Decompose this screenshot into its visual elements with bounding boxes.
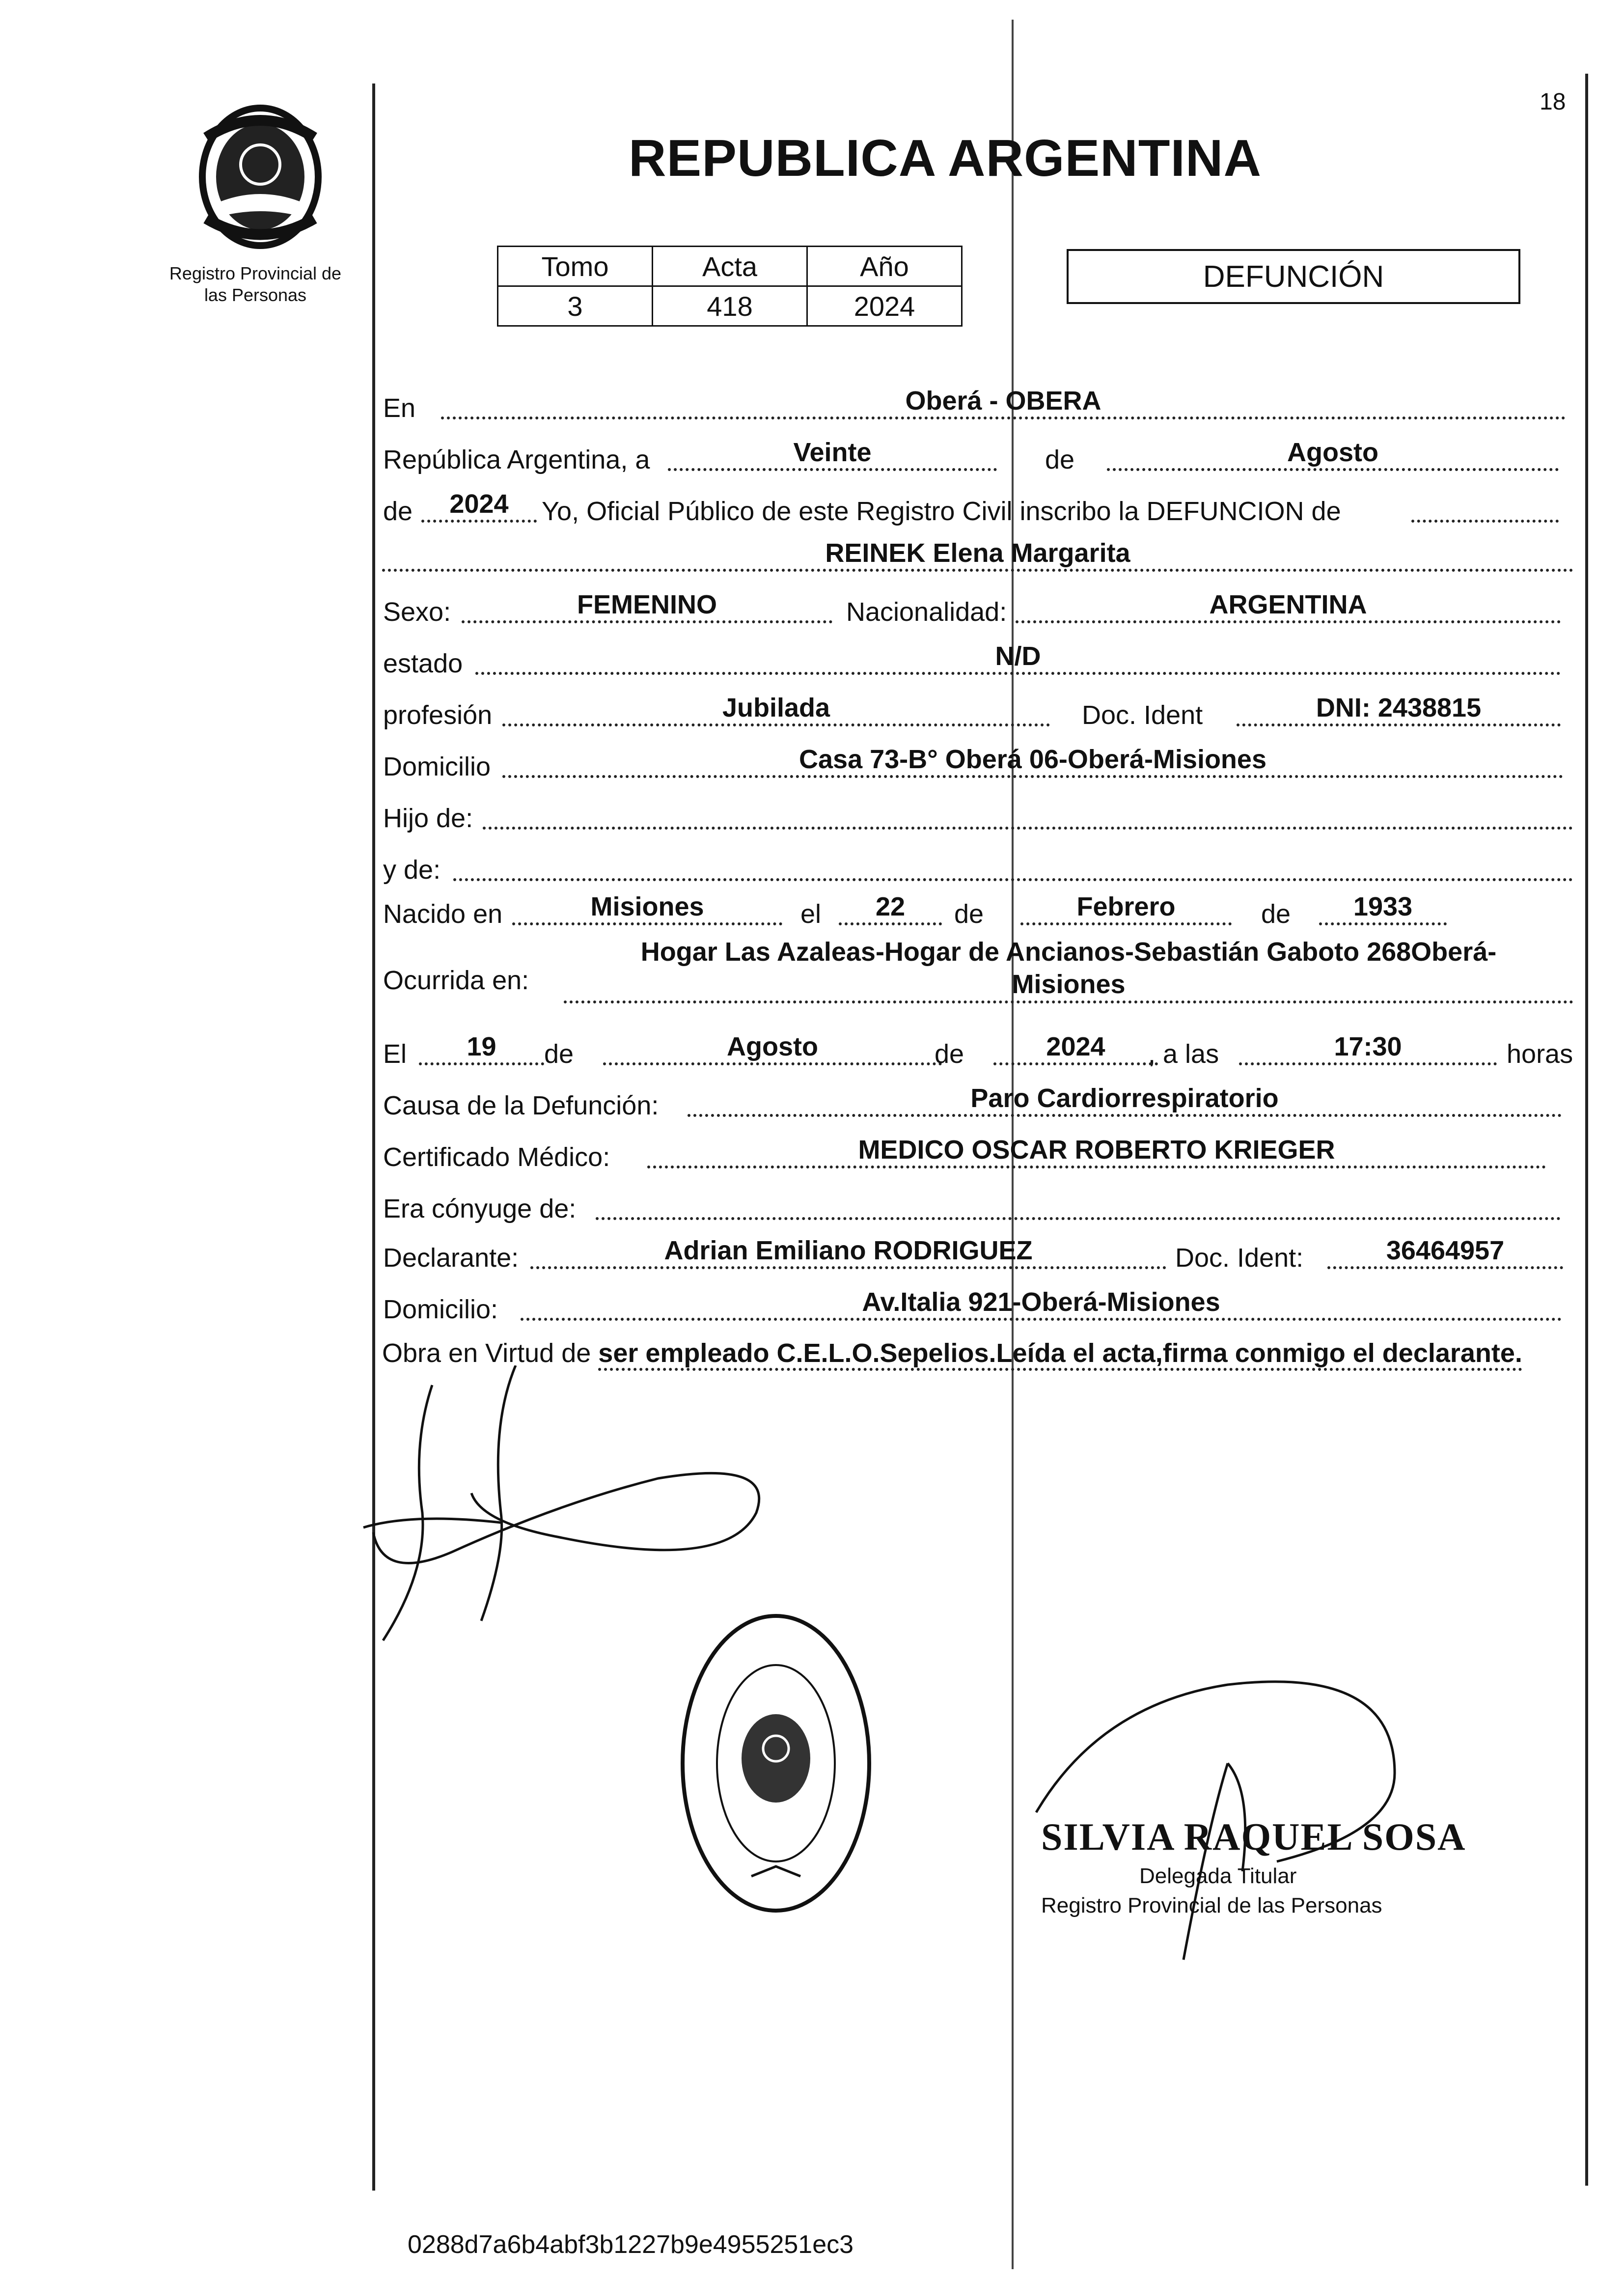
label-ocurrida-en: Ocurrida en: bbox=[383, 966, 529, 995]
label-nacionalidad: Nacionalidad: bbox=[846, 597, 1007, 627]
label-de-death: de bbox=[544, 1039, 574, 1069]
place-value: Oberá - OBERA bbox=[441, 385, 1566, 419]
table-header-row bbox=[498, 247, 962, 286]
org-name-line2: las Personas bbox=[204, 285, 307, 305]
row-declarant-address bbox=[382, 1279, 1573, 1327]
label-hijo-de: Hijo de: bbox=[383, 804, 473, 833]
address-value: Casa 73-B° Oberá 06-Oberá-Misiones bbox=[502, 744, 1563, 778]
label-sexo: Sexo: bbox=[383, 597, 451, 627]
nationality-value: ARGENTINA bbox=[1016, 589, 1561, 623]
right-margin-line bbox=[1585, 74, 1588, 2186]
label-yo-oficial: Yo, Oficial Público de este Registro Civil inscribo la DEFUNCION de bbox=[542, 497, 1341, 526]
death-day-value: 19 bbox=[419, 1031, 544, 1065]
year-value: 2024 bbox=[421, 488, 537, 523]
label-declarante: Declarante: bbox=[383, 1243, 519, 1273]
day-words-value: Veinte bbox=[668, 437, 997, 471]
declarant-address-value: Av.Italia 921-Oberá-Misiones bbox=[521, 1286, 1562, 1321]
declarant-doc-value: 36464957 bbox=[1327, 1235, 1563, 1269]
death-place-line2: Misiones bbox=[1012, 970, 1126, 999]
death-month-value: Agosto bbox=[603, 1031, 942, 1065]
header-acta: Acta bbox=[653, 247, 807, 286]
spouse-value bbox=[596, 1186, 1561, 1220]
label-el-cap: El bbox=[383, 1039, 407, 1069]
row-death-place bbox=[382, 936, 1573, 1019]
provincial-coat-of-arms-icon bbox=[187, 103, 334, 250]
label-de: de bbox=[1045, 445, 1075, 474]
value-anio: 2024 bbox=[807, 286, 962, 326]
mother-value bbox=[453, 847, 1573, 881]
row-profession bbox=[382, 685, 1573, 732]
page-title: REPUBLICA ARGENTINA bbox=[629, 129, 1262, 187]
label-horas: horas bbox=[1507, 1039, 1573, 1069]
row-death-date bbox=[382, 1024, 1573, 1071]
row-sex-nationality bbox=[382, 582, 1573, 629]
value-tomo: 3 bbox=[498, 286, 653, 326]
row-declarant bbox=[382, 1228, 1573, 1275]
cause-value: Paro Cardiorrespiratorio bbox=[688, 1083, 1562, 1117]
row-address bbox=[382, 737, 1573, 784]
civil-status-value: N/D bbox=[475, 640, 1561, 675]
row-year bbox=[382, 481, 1573, 528]
label-de-year: de bbox=[383, 497, 413, 526]
row-civil-status bbox=[382, 634, 1573, 681]
label-republica: República Argentina, a bbox=[383, 445, 650, 474]
label-en: En bbox=[383, 393, 416, 423]
death-year-value: 2024 bbox=[993, 1031, 1158, 1065]
label-certificado: Certificado Médico: bbox=[383, 1142, 610, 1172]
row-deceased-name bbox=[382, 530, 1573, 578]
header-tomo: Tomo bbox=[498, 247, 653, 286]
table-row bbox=[498, 286, 962, 326]
row-mother bbox=[382, 840, 1573, 887]
death-time-value: 17:30 bbox=[1239, 1031, 1497, 1065]
label-profesion: profesión bbox=[383, 700, 493, 730]
birth-day-value: 22 bbox=[839, 891, 942, 925]
label-conyuge: Era cónyuge de: bbox=[383, 1194, 577, 1223]
page-number: 18 bbox=[1540, 89, 1566, 115]
observations-value: ser empleado C.E.L.O.Sepelios.Leída el acta,firma conmigo el declarante. bbox=[598, 1338, 1522, 1371]
document-type-box: DEFUNCIÓN bbox=[1067, 249, 1520, 304]
label-de-year-birth: de bbox=[1261, 899, 1291, 929]
declarant-value: Adrian Emiliano RODRIGUEZ bbox=[530, 1235, 1166, 1269]
row-registration-date bbox=[382, 430, 1573, 477]
sex-value: FEMENINO bbox=[462, 589, 832, 623]
row-cause bbox=[382, 1076, 1573, 1123]
death-place-line1: Hogar Las Azaleas-Hogar de Ancianos-Sebastián Gaboto 268Oberá- bbox=[640, 937, 1497, 967]
label-el: el bbox=[800, 899, 822, 929]
org-name-line1: Registro Provincial de bbox=[169, 263, 342, 283]
row-birth bbox=[382, 884, 1573, 931]
deceased-name-value: REINEK Elena Margarita bbox=[382, 537, 1573, 572]
record-reference-table bbox=[497, 246, 963, 327]
official-org: Registro Provincial de las Personas bbox=[1041, 1893, 1382, 1917]
birth-place-value: Misiones bbox=[512, 891, 782, 925]
label-domicilio-2: Domicilio: bbox=[383, 1295, 498, 1324]
label-domicilio: Domicilio bbox=[383, 752, 491, 781]
label-y-de: y de: bbox=[383, 855, 441, 885]
label-doc-ident-2: Doc. Ident: bbox=[1175, 1243, 1304, 1273]
label-a-las: , a las bbox=[1148, 1039, 1219, 1069]
header-anio: Año bbox=[807, 247, 962, 286]
value-acta: 418 bbox=[653, 286, 807, 326]
doc-ident-value: DNI: 2438815 bbox=[1237, 692, 1561, 726]
org-name bbox=[152, 263, 358, 306]
birth-month-value: Febrero bbox=[1020, 891, 1232, 925]
profession-value: Jubilada bbox=[502, 692, 1050, 726]
left-margin-line bbox=[372, 83, 375, 2191]
label-nacido-en: Nacido en bbox=[383, 899, 503, 929]
row-place bbox=[382, 378, 1573, 425]
father-value bbox=[483, 795, 1573, 830]
document-hash: 0288d7a6b4abf3b1227b9e4955251ec3 bbox=[408, 2230, 854, 2259]
certificate-value: MEDICO OSCAR ROBERTO KRIEGER bbox=[647, 1134, 1546, 1168]
official-role: Delegada Titular bbox=[1139, 1864, 1297, 1888]
official-name: SILVIA RAQUEL SOSA bbox=[1041, 1815, 1466, 1858]
label-obra-en-virtud: Obra en Virtud de bbox=[382, 1338, 591, 1368]
birth-year-value: 1933 bbox=[1319, 891, 1447, 925]
label-de-month: de bbox=[954, 899, 984, 929]
label-de-death-year: de bbox=[935, 1039, 964, 1069]
row-father bbox=[382, 788, 1573, 835]
label-doc-ident: Doc. Ident bbox=[1082, 700, 1203, 730]
row-spouse bbox=[382, 1179, 1573, 1226]
trailing-dots bbox=[1411, 488, 1559, 523]
label-causa: Causa de la Defunción: bbox=[383, 1091, 659, 1120]
official-seal-icon bbox=[678, 1611, 874, 1916]
month-value: Agosto bbox=[1107, 437, 1559, 471]
row-certificate bbox=[382, 1127, 1573, 1174]
label-estado: estado bbox=[383, 649, 463, 678]
